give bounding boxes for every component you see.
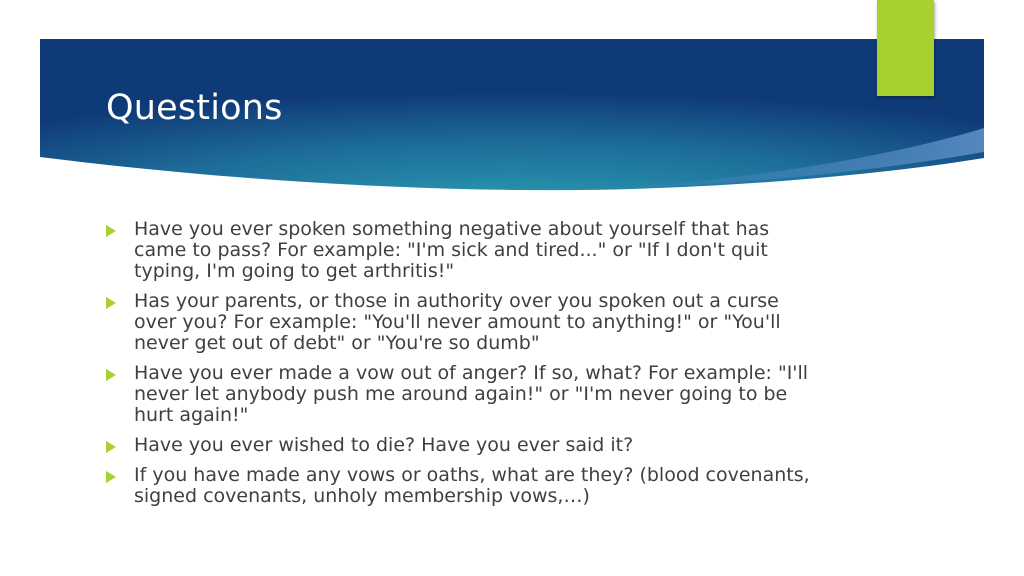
bullet-text: Have you ever made a vow out of anger? If so, what? For example: "I'll never let anybody push me around again!" or "I'm never going to be hurt again!" xyxy=(134,362,809,426)
triangle-right-icon xyxy=(106,441,116,453)
accent-tab xyxy=(877,0,934,96)
bullet-text: If you have made any vows or oaths, what are they? (blood covenants, signed covenants, unholy membership vows,…) xyxy=(134,464,810,507)
triangle-right-icon xyxy=(106,471,116,483)
list-item xyxy=(104,465,824,507)
list-item xyxy=(104,363,824,426)
bullet-list xyxy=(104,219,824,516)
list-item xyxy=(104,219,824,282)
triangle-right-icon xyxy=(106,225,116,237)
bullet-text: Has your parents, or those in authority over you spoken out a curse over you? For example: "You'll never amount to anything!" or "You'll never get out of debt" or "You're so dumb" xyxy=(134,290,781,354)
bullet-text: Have you ever wished to die? Have you ever said it? xyxy=(134,434,634,456)
list-item xyxy=(104,291,824,354)
bullet-text: Have you ever spoken something negative about yourself that has came to pass? For example: "I'm sick and tired..." or "If I don't quit typing, I'm going to get arthritis!" xyxy=(134,218,770,282)
triangle-right-icon xyxy=(106,297,116,309)
triangle-right-icon xyxy=(106,369,116,381)
slide-title: Questions xyxy=(106,88,283,128)
list-item xyxy=(104,435,824,456)
